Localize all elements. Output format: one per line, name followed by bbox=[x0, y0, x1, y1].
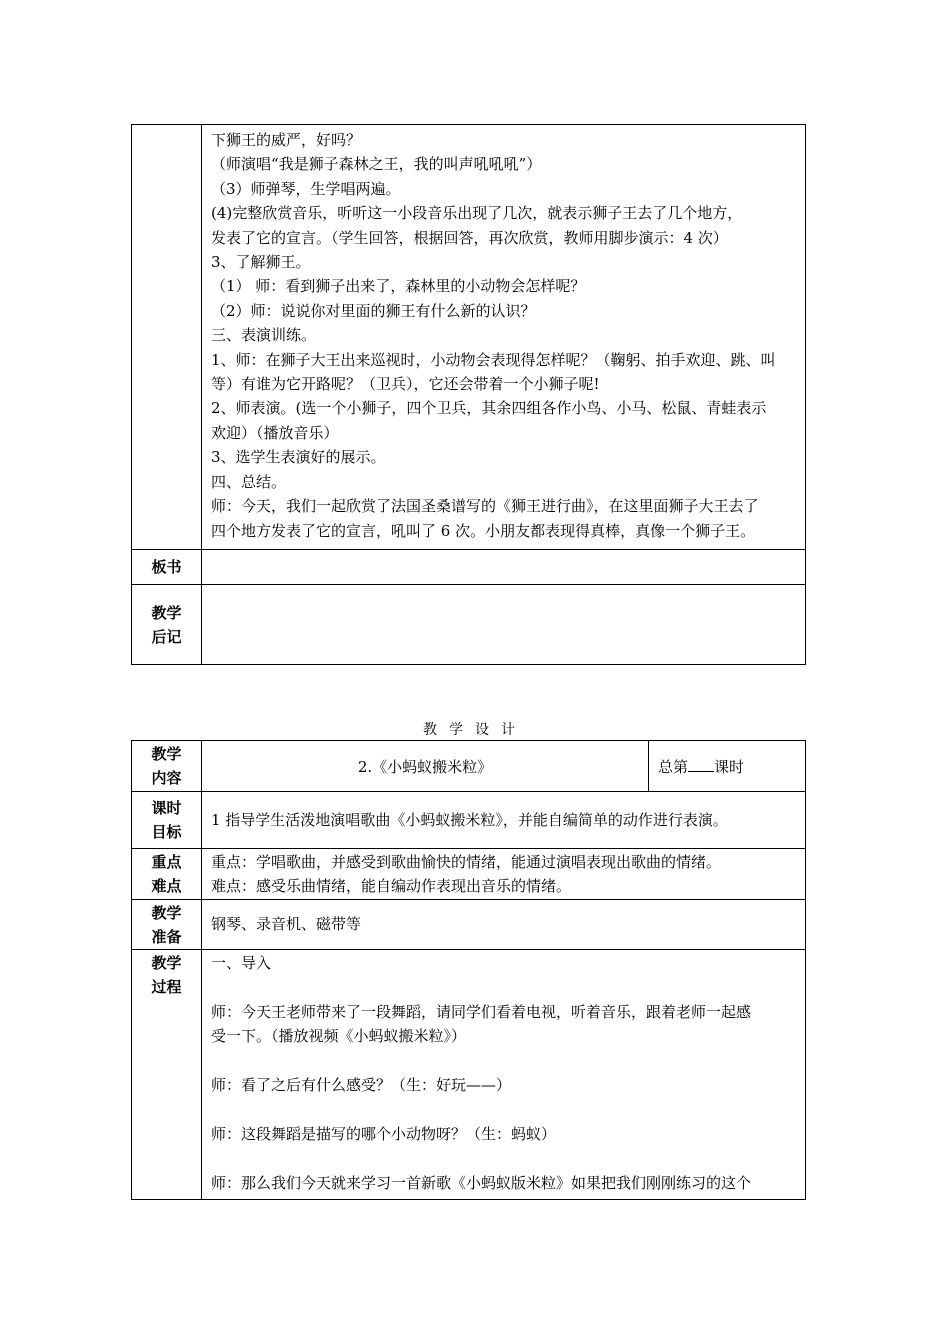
process-line: （1） 师：看到狮子出来了，森林里的小动物会怎样呢？ bbox=[211, 277, 586, 296]
board-row bbox=[132, 550, 806, 585]
process-line: 1、师：在狮子大王出来巡视时，小动物会表现得怎样呢？（鞠躬、拍手欢迎、跳、叫 bbox=[211, 350, 776, 369]
prep-label-line-1: 教学 bbox=[151, 903, 182, 922]
process2-line bbox=[211, 1049, 797, 1073]
process-line: 师：今天，我们一起欣赏了法国圣桑谱写的《狮王进行曲》，在这里面狮子大王去了 bbox=[211, 497, 759, 516]
postscript-label-line-2: 后记 bbox=[151, 627, 182, 646]
process-line: 三、表演训练。 bbox=[211, 326, 317, 345]
process2-line: 师：这段舞蹈是描写的哪个小动物呀？（生：蚂蚁） bbox=[211, 1124, 557, 1143]
process-line: 发表了它的宣言。（学生回答，根据回答，再次欣赏，教师用脚步演示：4 次） bbox=[211, 228, 728, 247]
process2-line: 受一下。（播放视频《小蚂蚁搬米粒》） bbox=[211, 1027, 467, 1046]
postscript-label bbox=[132, 585, 202, 665]
process2-row bbox=[132, 950, 806, 1200]
process-line: 四个地方发表了它的宣言，吼叫了 6 次。小朋友都表现得真棒，真像一个狮子王。 bbox=[211, 521, 756, 540]
goal-value: 1 指导学生活泼地演唱歌曲《小蚂蚁搬米粒》，并能自编简单的动作进行表演。 bbox=[202, 792, 806, 849]
content-value: 2.《小蚂蚁搬米粒》 bbox=[202, 741, 649, 792]
prep-label bbox=[132, 900, 202, 950]
process-row bbox=[132, 125, 806, 550]
process2-line: 师：看了之后有什么感受？（生：好玩——） bbox=[211, 1076, 512, 1095]
process-line: 欢迎）（播放音乐） bbox=[211, 423, 339, 442]
process2-label-line-1: 教学 bbox=[151, 954, 182, 972]
lesson-table-2 bbox=[131, 740, 806, 1200]
key-point: 重点：学唱歌曲，并感受到歌曲愉快的情绪，能通过演唱表现出歌曲的情绪。 bbox=[211, 852, 722, 871]
process-line: (4)完整欣赏音乐，听听这一小段音乐出现了几次，就表示狮子王去了几个地方， bbox=[211, 204, 743, 223]
blank-line bbox=[688, 757, 714, 772]
process-content bbox=[202, 125, 806, 550]
total-suffix: 课时 bbox=[714, 757, 745, 776]
postscript-row bbox=[132, 585, 806, 665]
process2-line: 一、导入 bbox=[211, 954, 272, 972]
process2-label bbox=[132, 950, 202, 1200]
process-line: 下狮王的威严，好吗？ bbox=[211, 131, 362, 149]
process-line: （2）师：说说你对里面的狮王有什么新的认识？ bbox=[211, 301, 536, 320]
difficult-point: 难点：感受乐曲情绪，能自编动作表现出音乐的情绪。 bbox=[211, 877, 572, 895]
goal-label-line-2: 目标 bbox=[151, 823, 182, 841]
process-label-cell bbox=[132, 125, 202, 550]
key-content bbox=[202, 849, 806, 900]
lesson-table-1 bbox=[131, 124, 806, 665]
prep-value: 钢琴、录音机、磁带等 bbox=[202, 900, 806, 950]
goal-label bbox=[132, 792, 202, 849]
total-period bbox=[649, 741, 806, 792]
process2-line: 师：那么我们今天就来学习一首新歌《小蚂蚁版米粒》如果把我们刚刚练习的这个 bbox=[211, 1173, 752, 1192]
process-line: 2、师表演。(选一个小狮子，四个卫兵，其余四组各作小鸟、小马、松鼠、青蛙表示 bbox=[211, 399, 767, 418]
prep-label-line-2: 准备 bbox=[151, 927, 182, 946]
process-line: （师演唱“我是狮子森林之王，我的叫声吼吼吼”） bbox=[211, 155, 542, 174]
process2-line: 师：今天王老师带来了一段舞蹈，请同学们看着电视，听着音乐，跟着老师一起感 bbox=[211, 1002, 752, 1021]
process-line: （3）师弹琴，生学唱两遍。 bbox=[211, 179, 401, 198]
postscript-label-line-1: 教学 bbox=[151, 603, 182, 622]
process2-line bbox=[211, 1146, 797, 1170]
postscript-content bbox=[202, 585, 806, 665]
process-line: 等）有谁为它开路呢？（卫兵），它还会带着一个小狮子呢! bbox=[211, 375, 600, 394]
goal-label-line-1: 课时 bbox=[151, 799, 182, 817]
process2-line bbox=[211, 975, 797, 999]
board-content bbox=[202, 550, 806, 585]
goal-row bbox=[132, 792, 806, 849]
content-label bbox=[132, 741, 202, 792]
page-heading: 教学设计 bbox=[423, 722, 527, 738]
key-label-line-1: 重点 bbox=[151, 853, 182, 871]
content-label-line-2: 内容 bbox=[151, 769, 182, 787]
process2-label-line-2: 过程 bbox=[151, 978, 182, 996]
process-line: 四、总结。 bbox=[211, 472, 287, 491]
key-label bbox=[132, 849, 202, 900]
key-label-line-2: 难点 bbox=[151, 877, 182, 895]
board-label: 板书 bbox=[132, 550, 202, 585]
total-prefix: 总第 bbox=[658, 757, 689, 776]
process2-line bbox=[211, 1097, 797, 1121]
prep-row bbox=[132, 900, 806, 950]
content-label-line-1: 教学 bbox=[151, 745, 182, 763]
process2-content bbox=[202, 950, 806, 1200]
content-row bbox=[132, 741, 806, 792]
process-line: 3、选学生表演好的展示。 bbox=[211, 448, 386, 467]
process-line: 3、了解狮王。 bbox=[211, 253, 311, 272]
key-row bbox=[132, 849, 806, 900]
